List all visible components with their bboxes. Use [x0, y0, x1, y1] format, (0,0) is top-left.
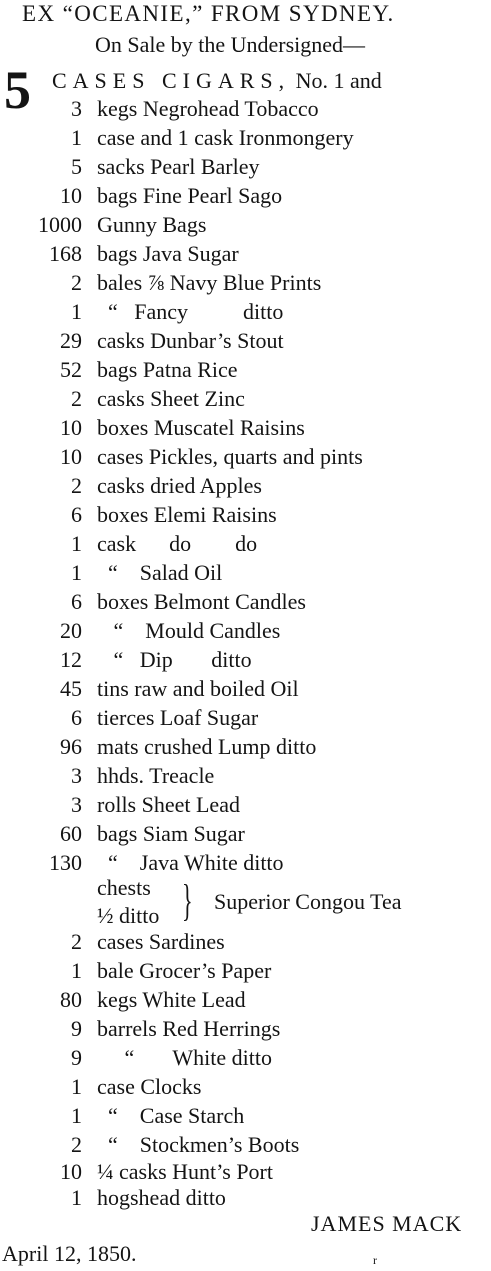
- item-description: cases Pickles, quarts and pints: [97, 444, 363, 469]
- list-item: [0, 617, 491, 645]
- item-description: bale Grocer’s Paper: [97, 958, 272, 983]
- item-quantity: 2: [71, 473, 82, 498]
- item-description: barrels Red Herrings: [97, 1016, 281, 1041]
- list-item: [0, 1015, 491, 1043]
- item-description: “ Mould Candles: [97, 618, 281, 643]
- subheading: On Sale by the Undersigned—: [95, 32, 366, 57]
- list-item: [0, 704, 491, 732]
- list-item: [0, 791, 491, 819]
- item-description: bags Patna Rice: [97, 357, 238, 382]
- item-description: hhds. Treacle: [97, 763, 215, 788]
- item-description: rolls Sheet Lead: [97, 792, 240, 817]
- item-quantity: 1: [71, 125, 82, 150]
- list-item: [0, 501, 491, 529]
- tea-row: [0, 874, 200, 902]
- item-description: boxes Belmont Candles: [97, 589, 306, 614]
- item-quantity: 10: [60, 183, 82, 208]
- item-quantity: 96: [60, 734, 82, 759]
- list-item: [0, 443, 491, 471]
- list-item: [0, 1102, 491, 1130]
- list-item: [0, 182, 491, 210]
- list-item: [0, 762, 491, 790]
- item-quantity: 1: [71, 958, 82, 983]
- item-quantity: 5: [71, 154, 82, 179]
- list-item: [0, 675, 491, 703]
- item-description: “ Java White ditto: [97, 850, 284, 875]
- item-quantity: 2: [71, 270, 82, 295]
- item-quantity: 1: [71, 1103, 82, 1128]
- item-description: bales ⅞ Navy Blue Prints: [97, 270, 322, 295]
- item-quantity: 10: [60, 415, 82, 440]
- item-description: Gunny Bags: [97, 212, 207, 237]
- item-description: tierces Loaf Sugar: [97, 705, 259, 730]
- item-quantity: 45: [60, 676, 82, 701]
- item-quantity: 3: [71, 96, 82, 121]
- item-description: kegs White Lead: [97, 987, 246, 1012]
- item-quantity: 80: [60, 987, 82, 1012]
- list-item: [0, 269, 491, 297]
- item-description: hogshead ditto: [97, 1185, 226, 1210]
- item-description: cases Sardines: [97, 929, 225, 954]
- list-item: [0, 1158, 491, 1186]
- item-description: “ Fancy ditto: [97, 299, 284, 324]
- item-quantity: 1: [71, 1185, 82, 1210]
- curly-brace: }: [182, 876, 193, 925]
- list-item: [0, 327, 491, 355]
- item-quantity: 6: [71, 502, 82, 527]
- item-description: case Clocks: [97, 1074, 202, 1099]
- item-description: case and 1 cask Ironmongery: [97, 125, 354, 150]
- item-quantity: 168: [49, 241, 82, 266]
- item-description: casks Sheet Zinc: [97, 386, 245, 411]
- first-item-rest: No. 1 and: [290, 68, 382, 93]
- item-quantity: 6: [71, 705, 82, 730]
- print-speck: r: [373, 1253, 377, 1267]
- item-quantity: 12: [60, 647, 82, 672]
- date: April 12, 1850.: [2, 1241, 137, 1266]
- item-description: cask do do: [97, 531, 258, 556]
- list-item: [0, 733, 491, 761]
- list-item: [0, 240, 491, 268]
- list-item: [0, 1184, 491, 1212]
- item-quantity: 130: [49, 850, 82, 875]
- signature: JAMES MACK: [311, 1211, 463, 1236]
- item-quantity: 2: [71, 386, 82, 411]
- item-quantity: 9: [71, 1016, 82, 1041]
- list-item: [0, 820, 491, 848]
- item-description: bags Fine Pearl Sago: [97, 183, 283, 208]
- item-description: “ White ditto: [97, 1045, 272, 1070]
- item-quantity: 10: [60, 444, 82, 469]
- tea-row: [0, 902, 200, 930]
- item-quantity: 1: [71, 1074, 82, 1099]
- list-item: [0, 1131, 491, 1159]
- item-description: “ Stockmen’s Boots: [97, 1132, 300, 1157]
- item-description: sacks Pearl Barley: [97, 154, 260, 179]
- first-item-caps: CASES CIGARS,: [52, 68, 291, 93]
- list-item: [0, 385, 491, 413]
- item-description: mats crushed Lump ditto: [97, 734, 317, 759]
- item-quantity: 20: [60, 618, 82, 643]
- item-quantity: 1000: [38, 212, 82, 237]
- item-quantity: 9: [71, 1045, 82, 1070]
- list-item: [0, 153, 491, 181]
- list-item: [0, 849, 491, 877]
- item-quantity: 6: [71, 589, 82, 614]
- list-item: [0, 472, 491, 500]
- heading: EX “OCEANIE,” FROM SYDNEY.: [22, 1, 395, 26]
- list-item: [0, 646, 491, 674]
- list-item: [0, 928, 491, 956]
- first-item-quantity: 5: [4, 60, 31, 120]
- item-description: “ Salad Oil: [97, 560, 223, 585]
- list-item: [0, 1044, 491, 1072]
- item-quantity: 2: [71, 1132, 82, 1157]
- item-quantity: 60: [60, 821, 82, 846]
- item-quantity: 3: [71, 792, 82, 817]
- list-item: [0, 530, 491, 558]
- item-quantity: 10: [60, 1159, 82, 1184]
- item-quantity: 29: [60, 328, 82, 353]
- item-description: ½ ditto: [97, 903, 160, 928]
- item-description: “ Dip ditto: [97, 647, 252, 672]
- list-item: [0, 414, 491, 442]
- item-quantity: 1: [71, 531, 82, 556]
- item-description: “ Case Starch: [97, 1103, 245, 1128]
- tea-description: Superior Congou Tea: [214, 889, 402, 914]
- list-item: [0, 356, 491, 384]
- item-quantity: 52: [60, 357, 82, 382]
- item-description: tins raw and boiled Oil: [97, 676, 299, 701]
- item-description: casks Dunbar’s Stout: [97, 328, 284, 353]
- list-item: [0, 211, 491, 239]
- list-item: [0, 298, 491, 326]
- first-item-line: [52, 67, 382, 95]
- item-description: chests: [97, 875, 151, 900]
- item-description: kegs Negrohead Tobacco: [97, 96, 319, 121]
- list-item: [0, 957, 491, 985]
- item-description: boxes Elemi Raisins: [97, 502, 277, 527]
- list-item: [0, 95, 491, 123]
- item-quantity: 1: [71, 560, 82, 585]
- item-description: bags Siam Sugar: [97, 821, 245, 846]
- list-item: [0, 1073, 491, 1101]
- item-description: casks dried Apples: [97, 473, 262, 498]
- item-quantity: 1: [71, 299, 82, 324]
- item-description: bags Java Sugar: [97, 241, 239, 266]
- list-item: [0, 124, 491, 152]
- item-quantity: 3: [71, 763, 82, 788]
- item-description: boxes Muscatel Raisins: [97, 415, 305, 440]
- list-item: [0, 588, 491, 616]
- list-item: [0, 986, 491, 1014]
- item-quantity: 2: [71, 929, 82, 954]
- list-item: [0, 559, 491, 587]
- tea-group: [0, 874, 491, 930]
- item-description: ¼ casks Hunt’s Port: [97, 1159, 273, 1184]
